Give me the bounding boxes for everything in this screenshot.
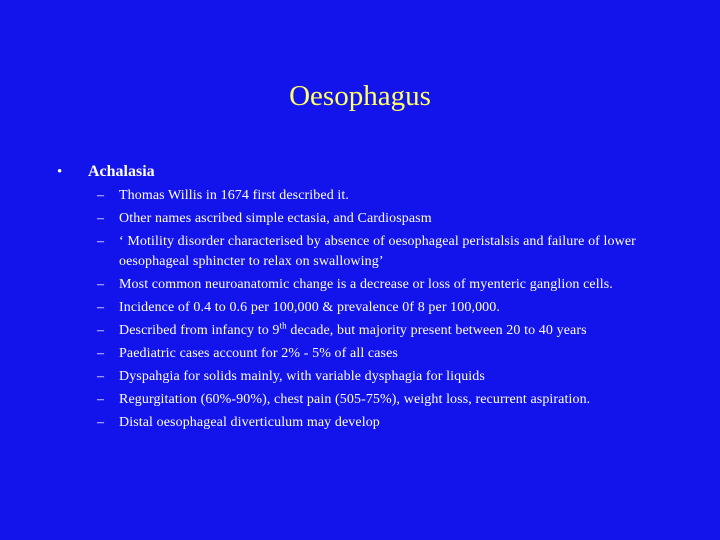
sub-bullet-text: ‘ Motility disorder characterised by absence of oesophageal peristalsis and failure of lower oesophageal sphincter to relax on swallowing’ — [119, 234, 636, 269]
sub-bullet-text: Paediatric cases account for 2% - 5% of all cases — [119, 346, 398, 361]
dash-icon: – — [97, 323, 105, 338]
sub-bullet-text: Regurgitation (60%-90%), chest pain (505-75%), weight loss, recurrent aspiration. — [119, 392, 591, 407]
sub-bullet-text: Other names ascribed simple ectasia, and Cardiospasm — [119, 211, 432, 226]
dash-icon: – — [97, 300, 105, 315]
sub-bullet-text: Thomas Willis in 1674 first described it. — [119, 188, 349, 203]
sub-bullet-text: Dyspahgia for solids mainly, with variable dysphagia for liquids — [119, 369, 485, 384]
sub-bullet-text: Most common neuroanatomic change is a decrease or loss of myenteric ganglion cells. — [119, 277, 613, 292]
sub-bullet-text-part: Described from infancy to 9 — [119, 323, 280, 338]
sub-bullet-item — [97, 413, 667, 433]
sub-bullet-text — [119, 320, 587, 338]
sub-bullet-item — [97, 321, 667, 341]
sub-bullet-item — [97, 390, 667, 410]
dash-icon: – — [97, 346, 105, 361]
main-bullet — [57, 161, 677, 185]
bullet-icon: • — [57, 164, 63, 180]
slide-title: Oesophagus — [289, 80, 431, 112]
dash-icon: – — [97, 277, 105, 292]
sub-bullet-list — [97, 186, 667, 436]
sub-bullet-item — [97, 209, 667, 229]
dash-icon: – — [97, 211, 105, 226]
dash-icon: – — [97, 234, 105, 249]
sub-bullet-item — [97, 367, 667, 387]
sub-bullet-item — [97, 298, 667, 318]
sub-bullet-text: Incidence of 0.4 to 0.6 per 100,000 & prevalence 0f 8 per 100,000. — [119, 300, 500, 315]
sub-bullet-text: Distal oesophageal diverticulum may develop — [119, 415, 380, 430]
sub-bullet-item — [97, 275, 667, 295]
bullet-heading: Achalasia — [88, 163, 155, 180]
dash-icon: – — [97, 188, 105, 203]
superscript-ordinal: th — [279, 320, 287, 331]
sub-bullet-item — [97, 344, 667, 364]
sub-bullet-text-part: decade, but majority present between 20 to 40 years — [286, 323, 587, 338]
dash-icon: – — [97, 369, 105, 384]
sub-bullet-item — [97, 232, 667, 272]
dash-icon: – — [97, 415, 105, 430]
dash-icon: – — [97, 392, 105, 407]
sub-bullet-item — [97, 186, 667, 206]
